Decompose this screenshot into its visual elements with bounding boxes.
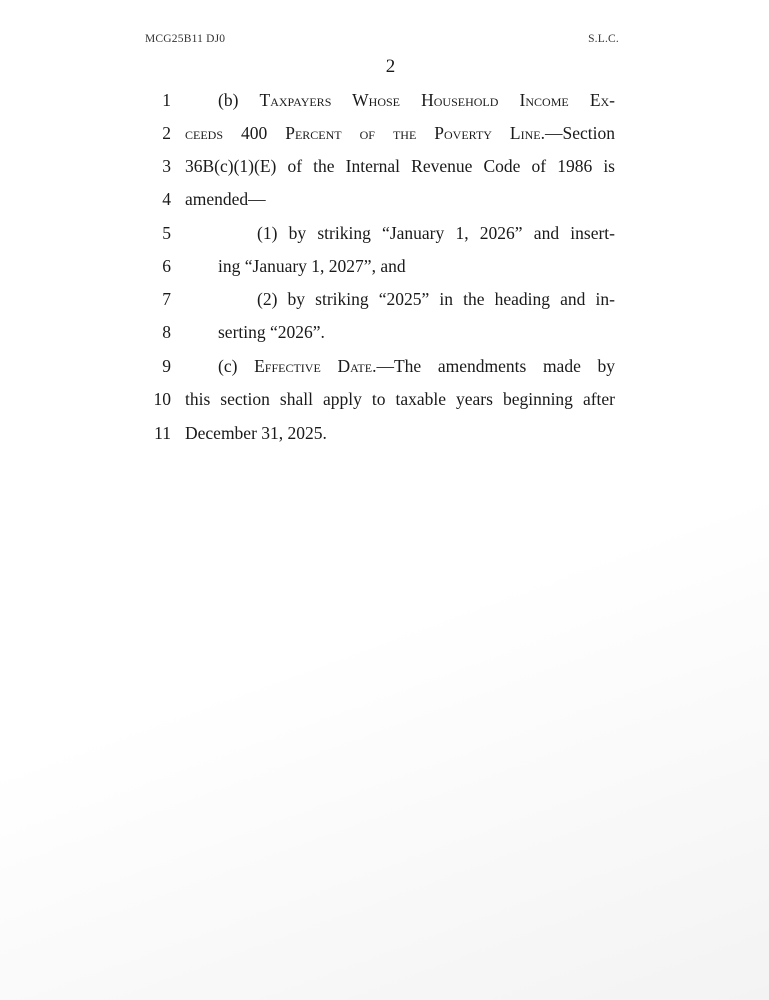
line-text: 36B(c)(1)(E) of the Internal Revenue Code of 1986 is	[185, 156, 615, 176]
line-text: (1) by striking “January 1, 2026” and insert-	[257, 223, 615, 243]
text-line	[0, 150, 769, 183]
slc-marker: S.L.C.	[588, 33, 619, 45]
line-number: 11	[154, 423, 171, 443]
line-text: (2) by striking “2025” in the heading and in-	[257, 289, 615, 309]
line-number: 3	[162, 156, 171, 176]
text-line	[0, 383, 769, 416]
subsection-heading: Taxpayers Whose Household Income Ex-	[259, 90, 615, 110]
line-text	[185, 117, 615, 150]
text-line	[0, 350, 769, 383]
text-line	[0, 183, 769, 216]
line-text: serting “2026”.	[218, 322, 325, 342]
text-run: —Section	[545, 123, 615, 143]
line-number: 1	[162, 90, 171, 110]
text-line	[0, 417, 769, 450]
line-number: 10	[153, 389, 171, 409]
line-text: this section shall apply to taxable years beginning after	[185, 389, 615, 409]
subsection-label: (b)	[218, 90, 260, 110]
subsection-heading: Effective Date.	[254, 356, 377, 376]
text-line	[0, 217, 769, 250]
line-number: 7	[162, 289, 171, 309]
text-line	[0, 283, 769, 316]
text-line	[0, 117, 769, 150]
line-number: 2	[162, 123, 171, 143]
line-text: amended—	[185, 189, 266, 209]
line-number: 9	[162, 356, 171, 376]
document-id: MCG25B11 DJ0	[145, 33, 226, 45]
line-number: 8	[162, 322, 171, 342]
text-run: —The amendments made by	[376, 356, 615, 376]
line-text	[218, 84, 615, 117]
subsection-label: (c)	[218, 356, 255, 376]
line-text: December 31, 2025.	[185, 423, 327, 443]
line-text	[218, 350, 615, 383]
text-line	[0, 84, 769, 117]
text-line	[0, 316, 769, 349]
line-number: 4	[162, 189, 171, 209]
line-text: ing “January 1, 2027”, and	[218, 256, 406, 276]
subsection-heading: ceeds 400 Percent of the Poverty Line.	[185, 123, 545, 143]
line-number: 6	[162, 256, 171, 276]
page-number: 2	[385, 56, 396, 77]
line-number: 5	[162, 223, 171, 243]
text-line	[0, 250, 769, 283]
